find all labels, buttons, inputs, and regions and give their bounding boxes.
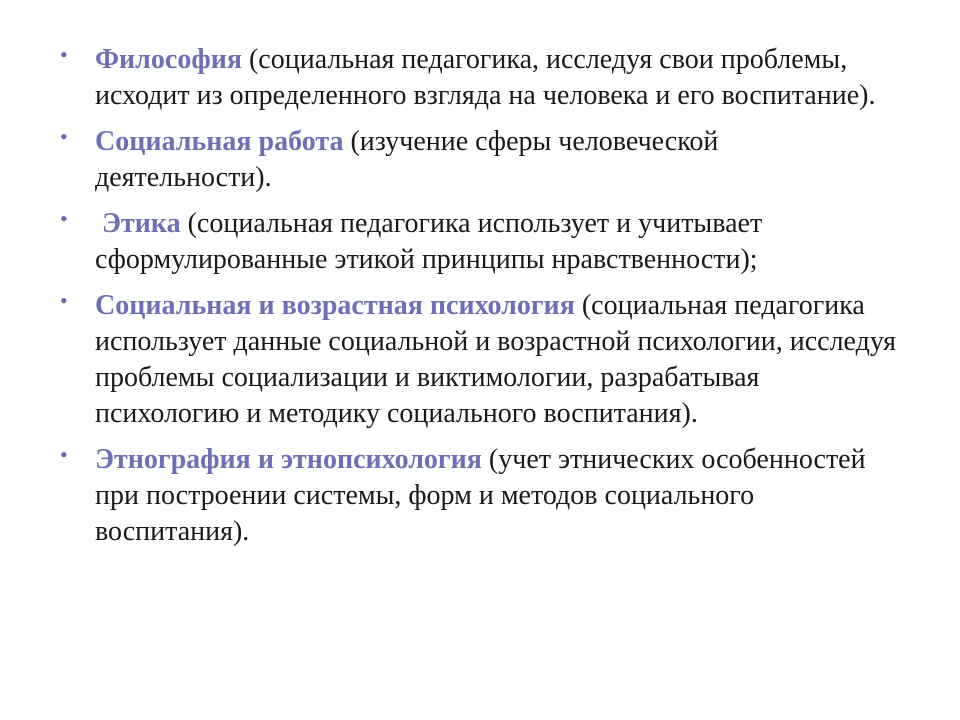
bullet-icon: • (60, 206, 68, 231)
bullet-list (60, 42, 900, 558)
item-text: (учет этнических особенностей при построении системы, форм и методов социального воспитания). (95, 444, 866, 547)
term-philosophy: Философия (95, 44, 242, 75)
bullet-icon: • (60, 442, 68, 467)
item-text: (изучение сферы человеческой деятельности). (95, 126, 719, 193)
bullet-icon: • (60, 288, 68, 313)
term-psychology: Социальная и возрастная психология (95, 290, 575, 321)
item-lead (95, 208, 102, 239)
item-text: (социальная педагогика использует данные социальной и возрастной психологии, исследуя проблемы социализации и виктимологии, разрабатывая психологию и методику социального воспитания). (95, 290, 897, 429)
list-item-psychology (60, 288, 900, 432)
list-item-ethics (60, 206, 900, 278)
list-item-social-work (60, 124, 900, 196)
term-social-work: Социальная работа (95, 126, 344, 157)
list-item-philosophy (60, 42, 900, 114)
term-ethnography: Этнография и этнопсихология (95, 444, 482, 475)
item-text: (социальная педагогика использует и учитывает сформулированные этикой принципы нравственности); (95, 208, 763, 275)
list-item-ethnography (60, 442, 900, 550)
item-text: (социальная педагогика, исследуя свои проблемы, исходит из определенного взгляда на человека и его воспитание). (95, 44, 876, 111)
term-ethics: Этика (102, 208, 181, 239)
bullet-icon: • (60, 124, 68, 149)
bullet-icon: • (60, 42, 68, 67)
